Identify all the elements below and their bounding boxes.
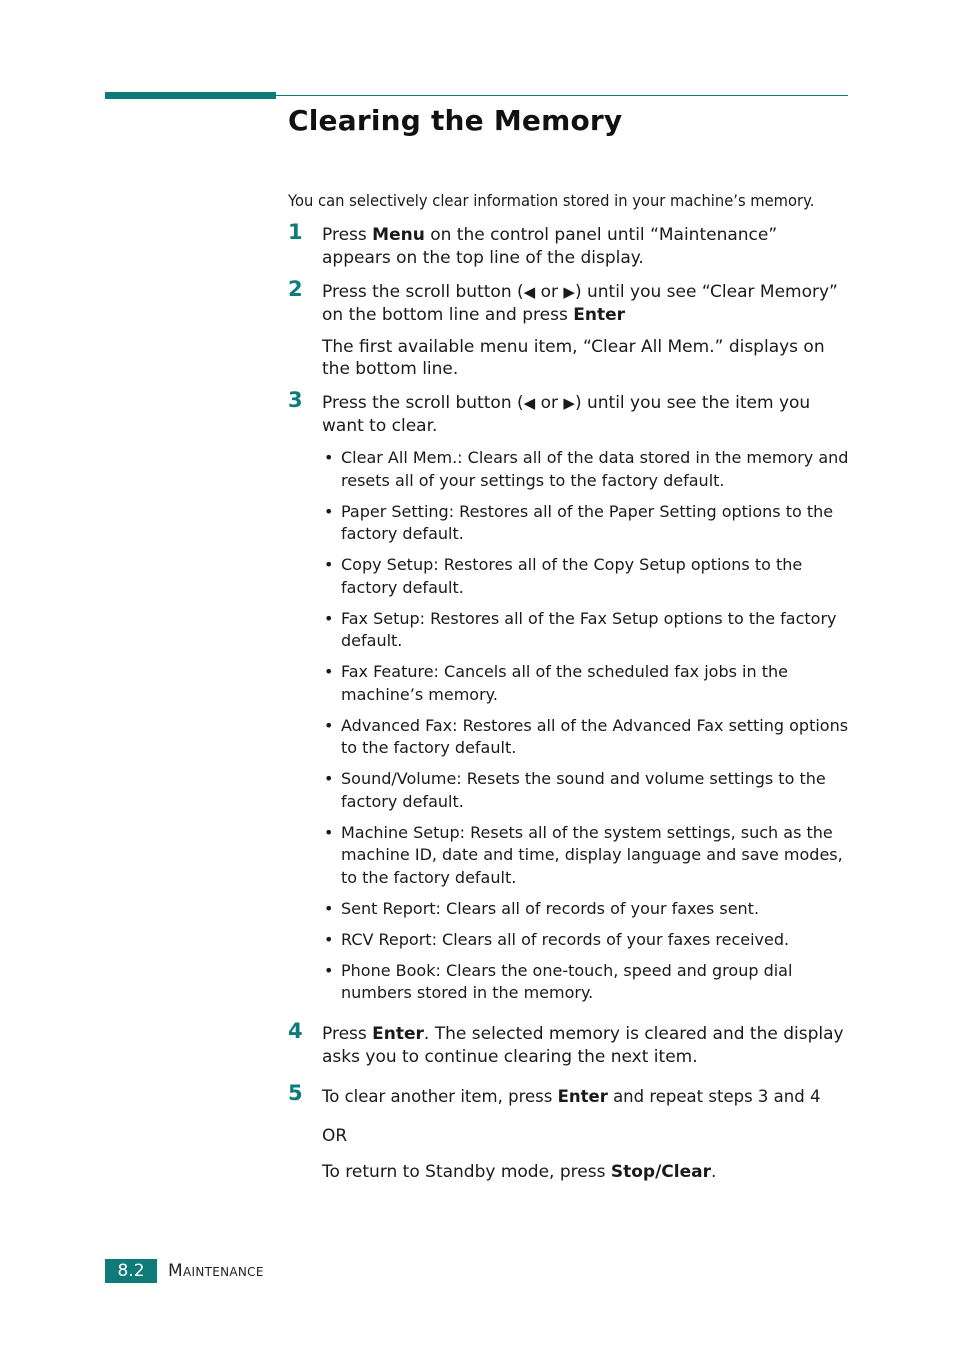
or-text: OR bbox=[322, 1126, 348, 1146]
clear-options-list bbox=[324, 447, 854, 1013]
list-item: • Fax Feature: Cancels all of the scheduled fax jobs in the machine’s memory. bbox=[324, 662, 788, 704]
list-item: • Advanced Fax: Restores all of the Advanced Fax setting options to the factory default. bbox=[324, 715, 849, 757]
step-1 bbox=[288, 220, 850, 270]
list-item: • Sent Report: Clears all of records of your faxes sent. bbox=[324, 898, 760, 918]
step-5 bbox=[288, 1081, 850, 1108]
step-2-note: The first available menu item, “Clear All Mem.” displays on the bottom line. bbox=[322, 337, 825, 379]
step-number: 1 bbox=[288, 220, 303, 244]
step-number: 2 bbox=[288, 277, 303, 301]
step-text: Press Enter. The selected memory is cleared and the display asks you to continue clearing the next item. bbox=[322, 1024, 844, 1067]
section-name: Maintenance bbox=[168, 1261, 264, 1281]
list-item: • Clear All Mem.: Clears all of the data stored in the memory and resets all of your settings to the factory default. bbox=[324, 448, 849, 490]
list-item: • Paper Setting: Restores all of the Paper Setting options to the factory default. bbox=[324, 501, 834, 543]
step-text: Press the scroll button (◀ or ▶) until you see the item you want to clear. bbox=[322, 393, 811, 436]
step-text: Press Menu on the control panel until “Maintenance” appears on the top line of the display. bbox=[322, 225, 778, 268]
right-arrow-icon: ▶ bbox=[563, 394, 575, 412]
step-text: To clear another item, press Enter and repeat steps 3 and 4 bbox=[322, 1087, 821, 1106]
step-number: 4 bbox=[288, 1019, 303, 1043]
step-4 bbox=[288, 1019, 850, 1069]
list-item: • Copy Setup: Restores all of the Copy Setup options to the factory default. bbox=[324, 555, 803, 597]
step-number: 5 bbox=[288, 1081, 303, 1105]
list-item: • Phone Book: Clears the one-touch, speed and group dial numbers stored in the memory. bbox=[324, 960, 793, 1002]
list-item: • RCV Report: Clears all of records of your faxes received. bbox=[324, 929, 790, 949]
page-number: 8.2 bbox=[105, 1259, 157, 1283]
header-rule-thick bbox=[105, 92, 276, 99]
left-arrow-icon: ◀ bbox=[523, 394, 536, 412]
step-number: 3 bbox=[288, 388, 303, 412]
list-item: • Machine Setup: Resets all of the system settings, such as the machine ID, date and time, display language and save modes, to the factory default. bbox=[324, 822, 843, 887]
right-arrow-icon: ▶ bbox=[563, 283, 575, 301]
list-item: • Sound/Volume: Resets the sound and volume settings to the factory default. bbox=[324, 769, 826, 811]
header-rule-thin bbox=[276, 95, 848, 96]
intro-text: You can selectively clear information stored in your machine’s memory. bbox=[288, 191, 815, 210]
step-3 bbox=[288, 388, 850, 438]
left-arrow-icon: ◀ bbox=[523, 283, 536, 301]
step-2 bbox=[288, 277, 850, 327]
standby-instruction: To return to Standby mode, press Stop/Clear. bbox=[322, 1162, 717, 1182]
page-title: Clearing the Memory bbox=[288, 104, 623, 137]
step-text: Press the scroll button (◀ or ▶) until you see “Clear Memory” on the bottom line and press Enter bbox=[322, 282, 838, 325]
list-item: • Fax Setup: Restores all of the Fax Setup options to the factory default. bbox=[324, 608, 837, 650]
